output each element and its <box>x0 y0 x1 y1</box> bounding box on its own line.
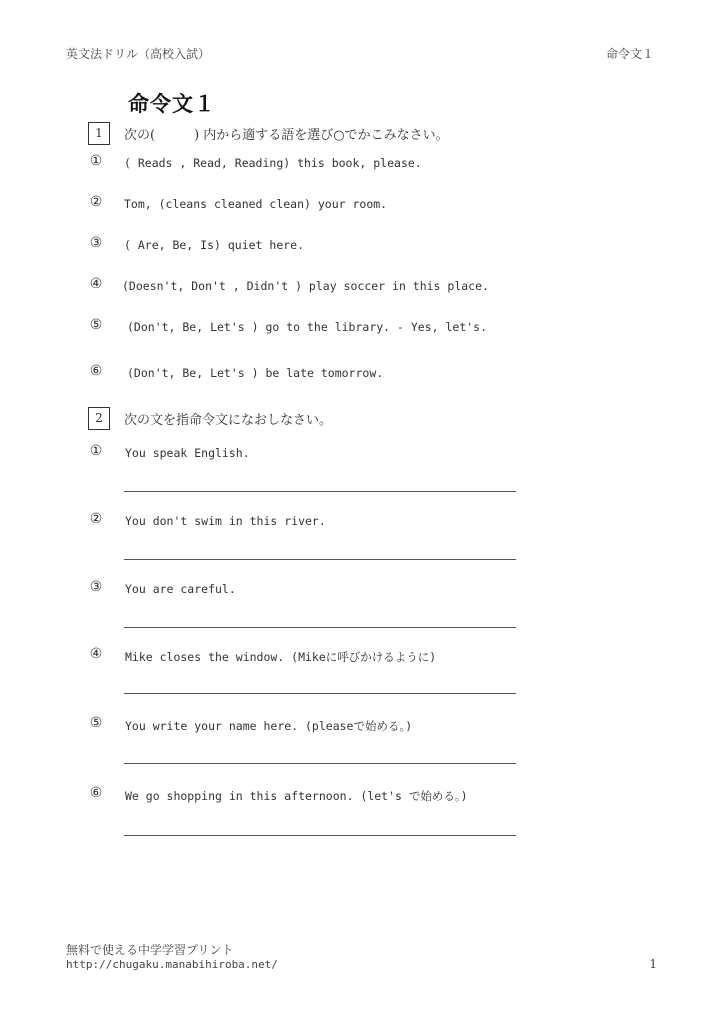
section-2-item-4-answer-line[interactable] <box>124 693 516 694</box>
section-1-item-5-text: (Don't, Be, Let's ) go to the library. - Yes, let's. <box>127 320 488 334</box>
section-2-item-5-text: You write your name here. (pleaseで始める。) <box>125 719 413 733</box>
section-1-number-box: 1 <box>88 122 110 145</box>
section-2-item-2-text: You don't swim in this river. <box>125 514 326 528</box>
section-1-item-4-text: (Doesn't, Don't , Didn't ) play soccer in this place. <box>122 279 489 293</box>
section-2-item-1-number: ① <box>89 443 103 459</box>
section-2-item-5-number: ⑤ <box>89 715 103 731</box>
footer-site-name: 無料で使える中学学習プリント <box>66 943 234 957</box>
section-1-item-6-number: ⑥ <box>89 363 103 379</box>
section-1-item-3-number: ③ <box>89 235 103 251</box>
section-2-item-6-text: We go shopping in this afternoon. (let's で始める。) <box>125 789 468 803</box>
section-2-item-4-number: ④ <box>89 646 103 662</box>
section-1-item-3-text: ( Are, Be, Is) quiet here. <box>124 238 305 252</box>
section-2-item-6-number: ⑥ <box>89 785 103 801</box>
section-2-item-3-answer-line[interactable] <box>124 627 516 628</box>
section-2-item-3-text: You are careful. <box>125 582 236 596</box>
page-title: 命令文１ <box>128 92 216 116</box>
section-2-item-2-number: ② <box>89 511 103 527</box>
section-1-item-6-text: (Don't, Be, Let's ) be late tomorrow. <box>127 366 384 380</box>
section-2-item-6-answer-line[interactable] <box>124 835 516 836</box>
section-2-number-box: 2 <box>88 407 110 430</box>
section-2-item-2-answer-line[interactable] <box>124 559 516 560</box>
section-1-item-1-text: ( Reads , Read, Reading) this book, please. <box>124 156 422 170</box>
section-1-item-5-number: ⑤ <box>89 317 103 333</box>
section-1-instruction: 次の( ) 内から適する語を選び○でかこみなさい。 <box>124 128 449 143</box>
section-2-item-1-answer-line[interactable] <box>124 491 516 492</box>
section-1-item-4-number: ④ <box>89 276 103 292</box>
header-subject: 英文法ドリル（高校入試） <box>66 47 211 61</box>
page-number: 1 <box>649 957 657 971</box>
section-2-item-3-number: ③ <box>89 579 103 595</box>
section-2-item-1-text: You speak English. <box>125 446 250 460</box>
footer-url-link[interactable]: http://chugaku.manabihiroba.net/ <box>66 958 278 971</box>
section-1-item-1-number: ① <box>89 153 103 169</box>
section-2-instruction: 次の文を指命令文になおしなさい。 <box>124 413 333 428</box>
section-2-item-4-text: Mike closes the window. (Mikeに呼びかけるように) <box>125 650 437 664</box>
section-1-item-2-number: ② <box>89 194 103 210</box>
section-2-item-5-answer-line[interactable] <box>124 763 516 764</box>
section-1-item-2-text: Tom, (cleans cleaned clean) your room. <box>124 197 388 211</box>
header-topic: 命令文１ <box>605 47 654 61</box>
